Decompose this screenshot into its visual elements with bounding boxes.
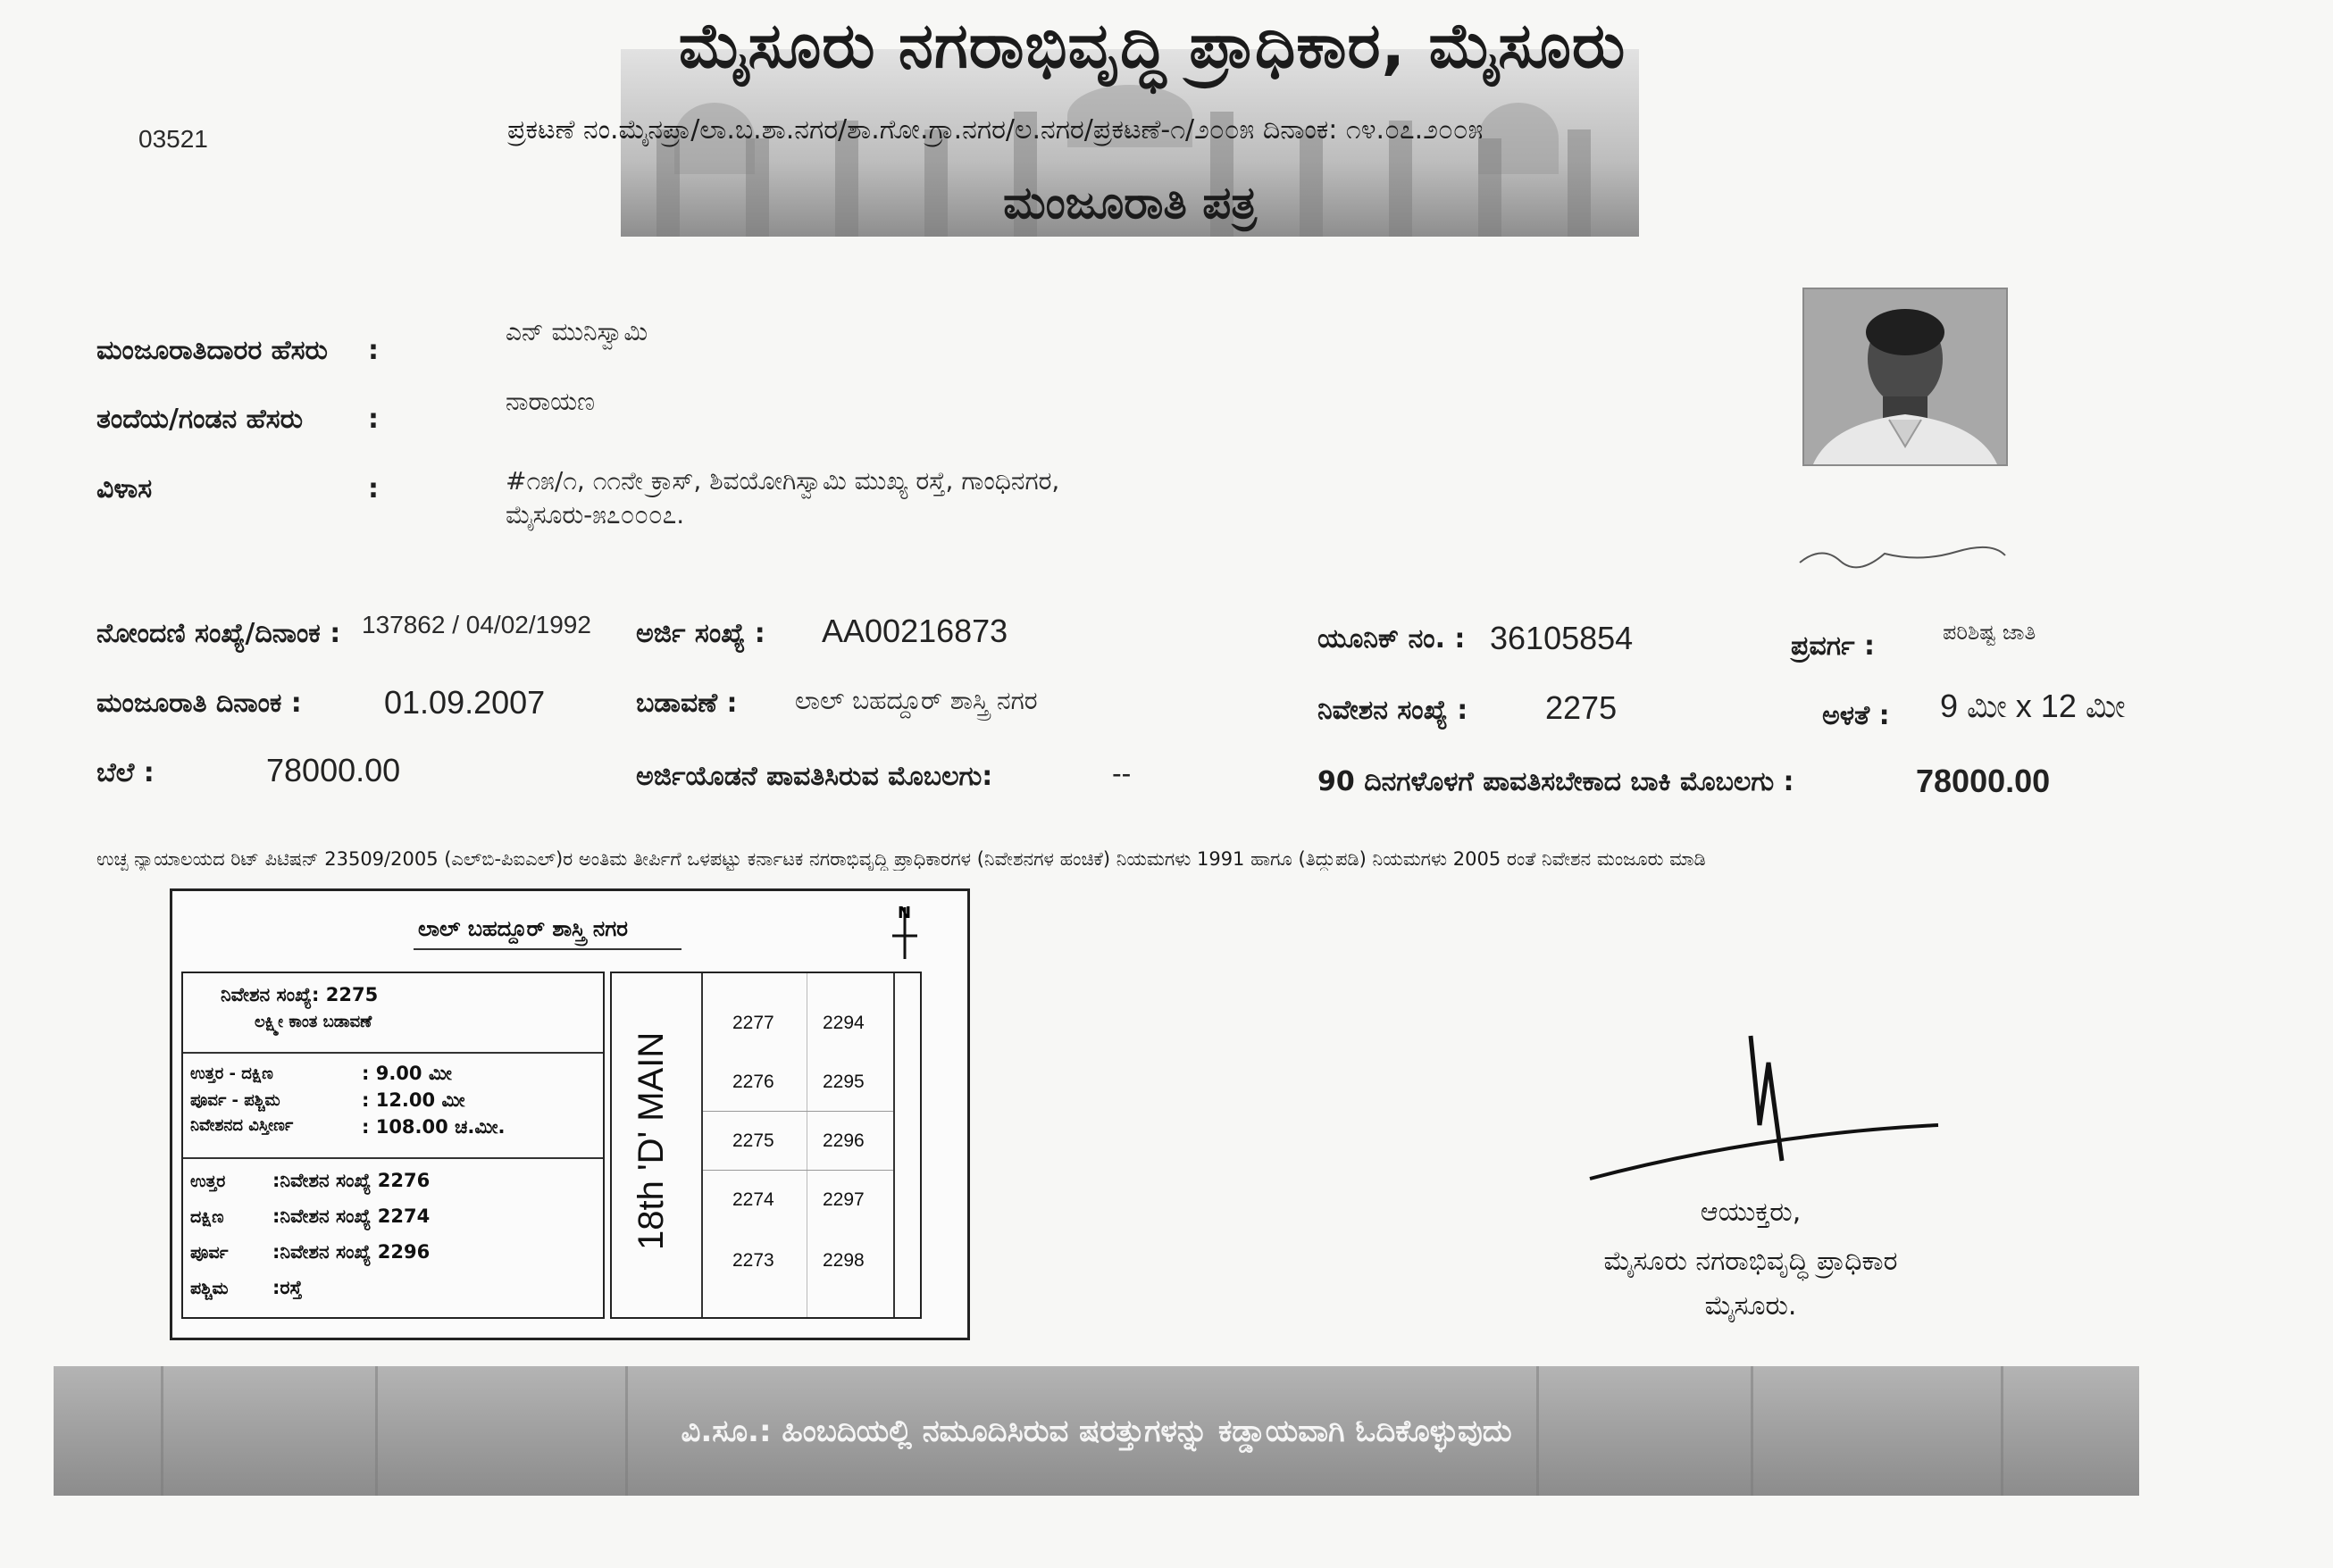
site-sketch: [170, 888, 970, 1340]
footer-note: ವಿ.ಸೂ.: ಹಿಂಬದಿಯಲ್ಲಿ ನಮೂದಿಸಿರುವ ಷರತ್ತುಗಳನ್ನು ಕಡ್ಡಾಯವಾಗಿ ಓದಿಕೊಳ್ಳುವುದು: [681, 1413, 1512, 1449]
north-boundary-value: :ನಿವೇಶನ ಸಂಖ್ಯೆ 2276: [272, 1170, 431, 1191]
site-info-block: [181, 972, 605, 1319]
unique-no-label: ಯೂನಿಕ್ ನಂ. :: [1317, 623, 1466, 655]
category-value: ಪರಿಶಿಷ್ಟ ಜಾತಿ: [1943, 620, 2036, 645]
south-boundary-value: :ನಿವೇಶನ ಸಂಖ್ಯೆ 2274: [272, 1205, 431, 1227]
allottee-name-label: ಮಂಜೂರಾತಿದಾರರ ಹೆಸರು: [96, 335, 328, 366]
site-cell: 2297: [823, 1189, 865, 1210]
colon: :: [368, 335, 379, 366]
site-grid: [610, 972, 922, 1319]
ew-label: ಪೂರ್ವ - ಪಶ್ಚಿಮ: [190, 1091, 280, 1110]
commissioner-signature: [1581, 1027, 1956, 1188]
signatory-designation: ಆಯುಕ್ತರು,: [1700, 1197, 1802, 1228]
west-boundary-label: ಪಶ್ಚಿಮ: [190, 1279, 229, 1298]
address-label: ವಿಳಾಸ: [96, 473, 153, 505]
site-cell: 2274: [732, 1189, 774, 1210]
person-icon: [1804, 289, 2006, 464]
site-cell-highlighted: 2275: [732, 1130, 774, 1151]
north-boundary-label: ಉತ್ತರ: [190, 1172, 226, 1191]
site-cell: 2294: [823, 1013, 865, 1033]
registration-label: ನೋಂದಣಿ ಸಂಖ್ಯೆ/ದಿನಾಂಕ :: [96, 618, 341, 649]
north-arrow-label: N: [898, 904, 912, 922]
colon: :: [368, 473, 379, 505]
colon: :: [368, 404, 379, 435]
registration-value: 137862 / 04/02/1992: [362, 611, 591, 638]
heading-underline: [414, 948, 682, 950]
category-label: ಪ್ರವರ್ಗ :: [1791, 630, 1876, 662]
footer-strip: [54, 1366, 2139, 1496]
father-name-label: ತಂದೆಯ/ಗಂಡನ ಹೆಸರು: [96, 404, 303, 435]
allotment-date-value: 01.09.2007: [384, 684, 546, 721]
signatory-city: ಮೈಸೂರು.: [1704, 1290, 1797, 1322]
paid-amount-value: --: [1112, 757, 1132, 789]
site-cell: 2295: [823, 1072, 865, 1092]
serial-number: 03521: [138, 125, 208, 153]
site-cell: 2277: [732, 1013, 774, 1033]
sketch-site-no: ನಿವೇಶನ ಸಂಖ್ಯೆ: 2275: [221, 984, 379, 1005]
layout-label: ಬಡಾವಣೆ :: [636, 688, 738, 719]
site-cell: 2298: [823, 1250, 865, 1271]
authority-title: ಮೈಸೂರು ನಗರಾಭಿವೃದ್ಧಿ ಪ್ರಾಧಿಕಾರ, ಮೈಸೂರು: [678, 9, 1626, 82]
application-no-label: ಅರ್ಜಿ ಸಂಖ್ಯೆ :: [636, 618, 765, 649]
divider: [893, 973, 895, 1317]
area-value: : 108.00 ಚ.ಮೀ.: [362, 1116, 506, 1138]
paid-amount-label: ಅರ್ಜಿಯೊಡನೆ ಪಾವತಿಸಿರುವ ಮೊಬಲಗು:: [636, 761, 993, 792]
sketch-layout-ref: ಲಕ್ಷ್ಮೀ ಕಾಂತ ಬಡಾವಣೆ: [255, 1013, 372, 1031]
notification-reference: ಪ್ರಕಟಣೆ ನಂ.ಮೈನಪ್ರಾ/ಲಾ.ಬ.ಶಾ.ನಗರ/ಶಾ.ಗೋ.ಗ್ರಾ.ನಗರ/ಲ.ನಗರ/ಪ್ರಕಟಣೆ-೧/೨೦೦೫ ದಿನಾಂಕ: ೧೪.೦೭.೨೦೦೫: [507, 114, 1484, 146]
divider: [183, 1052, 603, 1054]
area-label: ನಿವೇಶನದ ವಿಸ್ತೀರ್ಣ: [190, 1116, 294, 1135]
dimension-label: ಅಳತೆ :: [1822, 700, 1890, 731]
site-cell: 2273: [732, 1250, 774, 1271]
document-subtitle: ಮಂಜೂರಾತಿ ಪತ್ರ: [1003, 177, 1257, 229]
divider: [703, 1170, 893, 1171]
application-no-value: AA00216873: [822, 613, 1008, 649]
ns-value: : 9.00 ಮೀ: [362, 1063, 452, 1084]
east-boundary-value: :ನಿವೇಶನ ಸಂಖ್ಯೆ 2296: [272, 1241, 431, 1263]
north-arrow-icon: [887, 900, 923, 963]
east-boundary-label: ಪೂರ್ವ: [190, 1243, 229, 1263]
applicant-signature: [1795, 536, 2010, 571]
applicant-photo: [1802, 288, 2008, 466]
allottee-name-value: ಎನ್ ಮುನಿಸ್ವಾಮಿ: [506, 317, 648, 346]
price-label: ಬೆಲೆ :: [96, 757, 155, 788]
signatory-office: ಮೈಸೂರು ನಗರಾಭಿವೃದ್ಧಿ ಪ್ರಾಧಿಕಾರ: [1603, 1246, 1898, 1277]
site-no-label: ನಿವೇಶನ ಸಂಖ್ಯೆ :: [1317, 695, 1468, 726]
balance-value: 78000.00: [1916, 763, 2051, 799]
west-boundary-value: :ರಸ್ತೆ: [272, 1277, 303, 1298]
site-cell: 2296: [823, 1130, 865, 1151]
address-line-1: #೧೫/೧, ೧೧ನೇ ಕ್ರಾಸ್, ಶಿವಯೋಗಿಸ್ವಾಮಿ ಮುಖ್ಯ ರಸ್ತೆ, ಗಾಂಧಿನಗರ,: [506, 466, 1060, 496]
site-no-value: 2275: [1545, 689, 1618, 726]
price-value: 78000.00: [266, 752, 401, 788]
allotment-statement: ಉಚ್ಛ ನ್ಯಾಯಾಲಯದ ರಿಟ್ ಪಿಟಿಷನ್ 23509/2005 (ಎಲ್‌ಬಿ-ಪಿಐಎಲ್)ರ ಅಂತಿಮ ತೀರ್ಪಿಗೆ ಒಳಪಟ್ಟು ಕರ್ನಾಟಕ ನಗರಾಭಿವೃದ್ಧಿ ಪ್ರಾಧಿಕಾರಗಳ (ನಿವೇಶನಗಳ ಹಂಚಿಕೆ) ನಿಯಮಗಳು 1991 ಹಾಗೂ (ತಿದ್ದುಪಡಿ) ನಿಯಮಗಳು 2005 ರಂತೆ ನಿವೇಶನ ಮಂಜೂರು ಮಾಡಿ: [96, 848, 1706, 870]
ns-label: ಉತ್ತರ - ದಕ್ಷಿಣ: [190, 1064, 273, 1083]
divider: [183, 1157, 603, 1159]
dimension-value: 9 ಮೀ x 12 ಮೀ: [1940, 688, 2126, 724]
unique-no-value: 36105854: [1490, 620, 1634, 656]
address-line-2: ಮೈಸೂರು-೫೭೦೦೦೭.: [506, 500, 685, 530]
road-edge: [701, 973, 703, 1317]
father-name-value: ನಾರಾಯಣ: [506, 387, 595, 416]
allotment-date-label: ಮಂಜೂರಾತಿ ದಿನಾಂಕ :: [96, 688, 302, 719]
site-cell: 2276: [732, 1072, 774, 1092]
road-label: 18th 'D' MAIN: [631, 1031, 671, 1250]
south-boundary-label: ದಕ್ಷಿಣ: [190, 1207, 224, 1227]
sketch-heading: ಲಾಲ್ ಬಹದ್ದೂರ್ ಶಾಸ್ತ್ರಿ ನಗರ: [418, 916, 628, 941]
balance-label: 90 ದಿನಗಳೊಳಗೆ ಪಾವತಿಸಬೇಕಾದ ಬಾಕಿ ಮೊಬಲಗು :: [1317, 766, 1794, 797]
ew-value: : 12.00 ಮೀ: [362, 1089, 465, 1111]
divider: [703, 1111, 893, 1112]
layout-value: ಲಾಲ್ ಬಹದ್ದೂರ್ ಶಾಸ್ತ್ರಿ ನಗರ: [795, 686, 1038, 715]
